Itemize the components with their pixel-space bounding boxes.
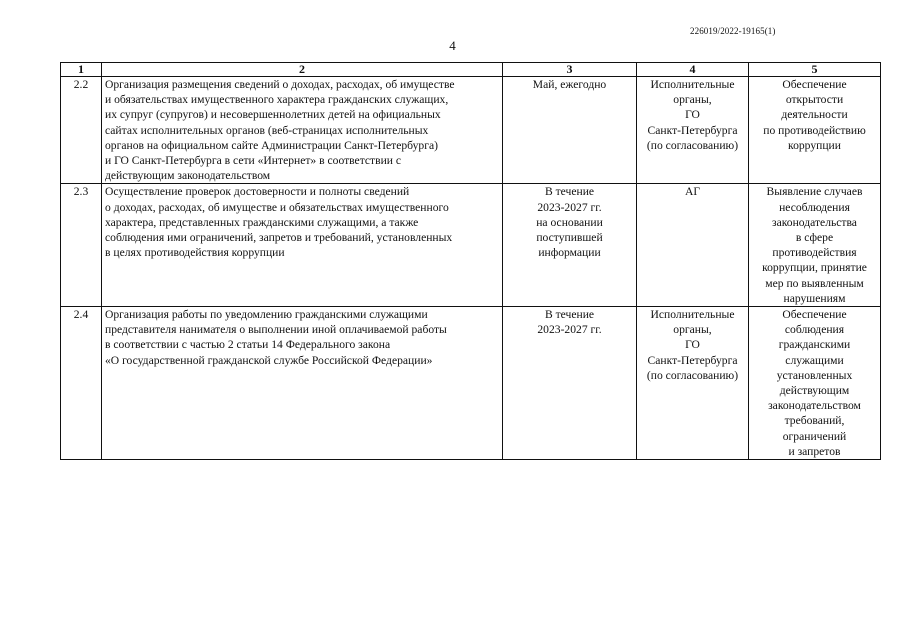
text-line: действующим <box>779 384 850 398</box>
text-line: открытости <box>785 93 844 107</box>
text-line: в целях противодействия коррупции <box>105 246 285 260</box>
column-header-2: 2 <box>102 63 503 77</box>
text-line: Санкт-Петербурга <box>647 123 738 137</box>
text-line: коррупции, принятие <box>762 261 867 275</box>
text-line: АГ <box>684 185 701 199</box>
column-number-row <box>61 63 881 77</box>
text-line: и запретов <box>788 444 841 458</box>
text-line: «О государственной гражданской службе Российской Федерации» <box>105 353 433 367</box>
text-line: Обеспечение <box>782 78 847 91</box>
item-number: 2.4 <box>61 307 102 460</box>
text-line: законодательством <box>768 399 861 413</box>
text-line: (по согласованию) <box>646 368 739 382</box>
text-line: поступившей <box>536 231 603 245</box>
executors-cell <box>637 184 749 307</box>
text-line: законодательства <box>772 215 857 229</box>
expected-result-cell <box>749 307 881 460</box>
deadline-cell <box>503 307 637 460</box>
text-line: ГО <box>685 338 700 352</box>
text-line: деятельности <box>781 108 848 122</box>
table-row <box>61 77 881 184</box>
executors-cell <box>637 307 749 460</box>
text-line: характера, представленных гражданскими служащими, а также <box>105 215 419 229</box>
text-line: Май, ежегодно <box>532 78 607 91</box>
deadline-cell <box>503 184 637 307</box>
document-reference-number: 226019/2022-19165(1) <box>690 26 776 36</box>
column-header-3: 3 <box>503 63 637 77</box>
text-line: действующим законодательством <box>105 169 271 183</box>
text-line: в сфере <box>795 231 834 245</box>
text-line: Обеспечение <box>782 308 847 322</box>
measure-description <box>102 307 503 460</box>
deadline-cell <box>503 77 637 184</box>
expected-result-cell <box>749 184 881 307</box>
text-line: сайтах исполнительных органов (веб-страницах исполнительных <box>105 123 429 137</box>
text-line: ограничений <box>782 429 847 443</box>
text-line: и обязательствах имущественного характера гражданских служащих, <box>105 93 449 107</box>
text-line: требований, <box>784 414 845 428</box>
table-row <box>61 307 881 460</box>
text-line: Осуществление проверок достоверности и полноты сведений <box>105 185 410 199</box>
page-number: 4 <box>449 38 456 53</box>
text-line: (по согласованию) <box>646 138 739 152</box>
measures-table <box>60 62 881 460</box>
text-line: информации <box>538 246 601 260</box>
text-line: 2023-2027 гг. <box>537 323 602 337</box>
text-line: нарушениям <box>783 291 846 305</box>
text-line: представителя нанимателя о выполнении иной оплачиваемой работы <box>105 323 447 337</box>
text-line: Санкт-Петербурга <box>647 353 738 367</box>
text-line: ГО <box>685 108 700 122</box>
table-row <box>61 184 881 307</box>
text-line: на основании <box>536 215 603 229</box>
column-header-4: 4 <box>637 63 749 77</box>
text-line: В течение <box>544 308 595 322</box>
text-line: мер по выявленным <box>765 276 864 290</box>
measure-description <box>102 77 503 184</box>
text-line: соблюдения <box>784 323 845 337</box>
text-line: в соответствии с частью 2 статьи 14 Федерального закона <box>105 338 391 352</box>
text-line: служащими <box>785 353 844 367</box>
text-line: по противодействию <box>763 123 866 137</box>
text-line: органов на официальном сайте Администрации Санкт-Петербурга) <box>105 138 438 152</box>
text-line: и ГО Санкт-Петербурга в сети «Интернет» в соответствии с <box>105 154 402 168</box>
text-line: Исполнительные <box>650 308 735 322</box>
text-line: Исполнительные <box>650 78 735 91</box>
text-line: 2023-2027 гг. <box>537 200 602 214</box>
executors-cell <box>637 77 749 184</box>
text-line: органы, <box>673 93 712 107</box>
text-line: коррупции <box>788 138 841 152</box>
item-number: 2.2 <box>61 77 102 184</box>
text-line: органы, <box>673 323 712 337</box>
text-line: несоблюдения <box>779 200 850 214</box>
text-line: их супруг (супругов) и несовершеннолетних детей на официальных <box>105 108 441 122</box>
text-line: В течение <box>544 185 595 199</box>
text-line: Организация размещения сведений о доходах, расходах, об имуществе <box>105 78 455 91</box>
text-line: Организация работы по уведомлению гражданскими служащими <box>105 308 428 322</box>
expected-result-cell <box>749 77 881 184</box>
text-line: Выявление случаев <box>766 185 863 199</box>
text-line: установленных <box>776 368 853 382</box>
measure-description <box>102 184 503 307</box>
text-line: о доходах, расходах, об имуществе и обязательствах имущественного <box>105 200 449 214</box>
column-header-1: 1 <box>61 63 102 77</box>
text-line: противодействия <box>772 246 857 260</box>
item-number: 2.3 <box>61 184 102 307</box>
text-line: гражданскими <box>778 338 851 352</box>
text-line: соблюдения ими ограничений, запретов и требований, установленных <box>105 231 453 245</box>
column-header-5: 5 <box>749 63 881 77</box>
